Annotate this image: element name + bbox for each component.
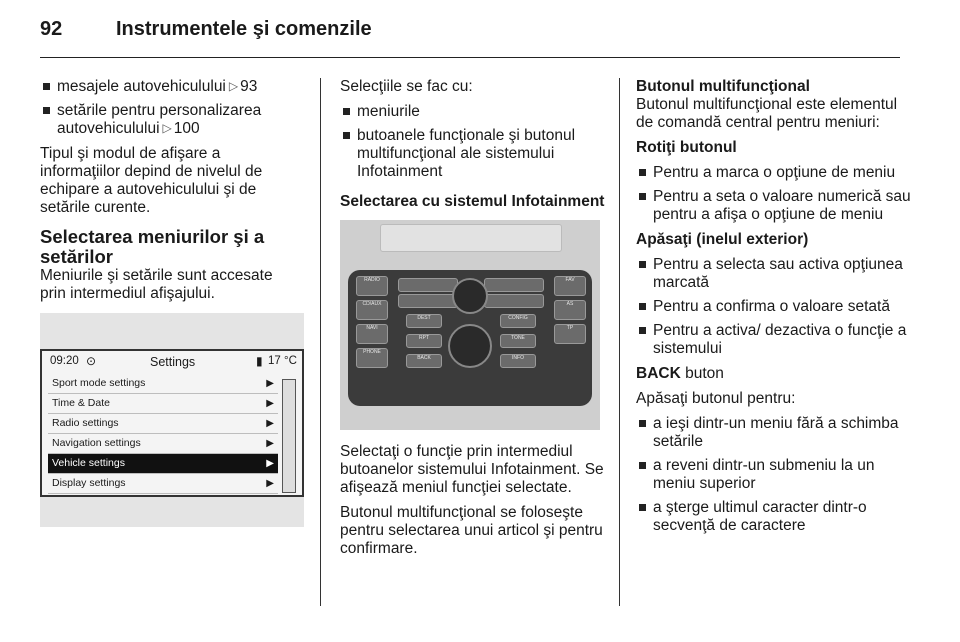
back-heading: BACK buton xyxy=(636,365,724,382)
cd-aux-button: CD/AUX xyxy=(356,300,388,320)
paragraph: Meniurile şi setările sunt accesate prin intermediul afişajului. xyxy=(40,267,273,302)
page-number: 92 xyxy=(40,18,63,40)
back-label: BACK xyxy=(636,365,681,382)
menu-item-time-date[interactable]: Time & Date ▶ xyxy=(48,394,278,414)
menu-item-display[interactable]: Display settings ▶ xyxy=(48,474,278,494)
panel-top-slot xyxy=(380,224,562,252)
chevron-right-icon: ▶ xyxy=(266,418,274,429)
chevron-right-icon: ▶ xyxy=(266,478,274,489)
paragraph: Butonul multifuncţional se foloseşte pentru selectarea unui articol şi pentru confirmare. xyxy=(340,504,603,557)
settings-icon: ⊙ xyxy=(86,354,97,368)
radio-button: RADIO xyxy=(356,276,388,296)
list-item: setările pentru personalizarea autovehiculului ▷ 100 xyxy=(40,102,300,138)
bullet-list xyxy=(340,103,610,181)
volume-knob xyxy=(452,278,488,314)
as-button: AS xyxy=(554,300,586,320)
column-2 xyxy=(340,78,610,218)
list-item: meniurile xyxy=(340,103,610,121)
menu-item-sport-mode[interactable]: Sport mode settings ▶ xyxy=(48,374,278,394)
phone-button: PHONE xyxy=(356,348,388,368)
section-heading: Selectarea meniurilor şi a setărilor xyxy=(40,226,265,267)
chevron-right-icon: ▶ xyxy=(266,438,274,449)
page-reference: 93 xyxy=(240,78,258,95)
settings-screen xyxy=(40,349,304,497)
list-item: Pentru a seta o valoare numerică sau pentru a afişa o opţiune de meniu xyxy=(636,188,911,224)
chevron-right-icon: ▶ xyxy=(266,398,274,409)
page-header xyxy=(40,18,372,41)
bullet-list xyxy=(636,164,911,224)
column-2-lower xyxy=(340,443,610,565)
paragraph: Selecţiile se fac cu: xyxy=(340,78,473,95)
display-screenshot xyxy=(40,313,304,527)
list-item: Pentru a marca o opţiune de meniu xyxy=(636,164,911,182)
status-bar xyxy=(42,351,302,373)
seek-right-button xyxy=(484,278,544,292)
bullet-list xyxy=(636,415,911,535)
page-reference-icon: ▷ xyxy=(228,79,239,93)
infotainment-panel-photo xyxy=(340,220,600,430)
seek-left-button xyxy=(398,278,458,292)
column-divider xyxy=(619,78,620,606)
navi-button: NAVI xyxy=(356,324,388,344)
section-heading: Butonul multifuncţional xyxy=(636,78,810,95)
chevron-right-icon: ▶ xyxy=(266,378,274,389)
fav-button: FAV xyxy=(554,276,586,296)
tone-button: TONE xyxy=(500,334,536,348)
column-1 xyxy=(40,78,300,310)
subheading: Selectarea cu sistemul Infotainment xyxy=(340,193,605,210)
paragraph: Selectaţi o funcţie prin intermediul butoanelor sistemului Infotainment. Se afişează meniul funcţiei selectate. xyxy=(340,443,604,496)
column-divider xyxy=(320,78,321,606)
clock-time: 09:20 xyxy=(50,355,79,367)
rpt-button: RPT xyxy=(406,334,442,348)
phone-icon: ▮ xyxy=(256,354,263,368)
preset-buttons-left xyxy=(398,294,458,308)
list-item: Pentru a selecta sau activa opţiunea marcată xyxy=(636,256,911,292)
column-3 xyxy=(636,78,911,542)
subheading: Apăsaţi (inelul exterior) xyxy=(636,231,809,248)
multifunction-knob xyxy=(448,324,492,368)
info-button: INFO xyxy=(500,354,536,368)
back-button: BACK xyxy=(406,354,442,368)
list-item: mesajele autovehiculului ▷ 93 xyxy=(40,78,300,96)
settings-menu xyxy=(48,374,278,494)
menu-item-vehicle[interactable]: Vehicle settings ▶ xyxy=(48,454,278,474)
page-title: Instrumentele şi comenzile xyxy=(116,18,372,40)
bullet-list xyxy=(40,78,300,138)
list-item: Pentru a activa/ dezactiva o funcţie a sistemului xyxy=(636,322,911,358)
list-item: a şterge ultimul caracter dintr-o secvenţă de caractere xyxy=(636,499,911,535)
list-item: butoanele funcţionale şi butonul multifuncţional ale sistemului Infotainment xyxy=(340,127,610,181)
paragraph: Tipul şi modul de afişare a informaţiilor depind de nivelul de echipare a autovehiculului şi de setările curente. xyxy=(40,145,263,216)
header-rule xyxy=(40,57,900,58)
chevron-right-icon: ▶ xyxy=(266,458,274,469)
list-item: a ieşi dintr-un meniu fără a schimba setările xyxy=(636,415,911,451)
bullet-list xyxy=(636,256,911,358)
tp-button: TP xyxy=(554,324,586,344)
list-item: Pentru a confirma o valoare setată xyxy=(636,298,911,316)
list-item: a reveni dintr-un submeniu la un meniu superior xyxy=(636,457,911,493)
temperature: 17 °C xyxy=(268,355,297,367)
preset-buttons-right xyxy=(484,294,544,308)
dest-button: DEST xyxy=(406,314,442,328)
paragraph: Apăsaţi butonul pentru: xyxy=(636,390,796,407)
screen-title: Settings xyxy=(150,355,196,369)
page-reference: 100 xyxy=(173,120,200,137)
menu-item-radio[interactable]: Radio settings ▶ xyxy=(48,414,278,434)
menu-item-navigation[interactable]: Navigation settings ▶ xyxy=(48,434,278,454)
menu-scrollbar xyxy=(282,379,296,493)
paragraph: Butonul multifuncţional este elementul de comandă central pentru meniuri: xyxy=(636,96,898,131)
config-button: CONFIG xyxy=(500,314,536,328)
subheading: Rotiţi butonul xyxy=(636,139,737,156)
page-reference-icon: ▷ xyxy=(162,121,172,135)
